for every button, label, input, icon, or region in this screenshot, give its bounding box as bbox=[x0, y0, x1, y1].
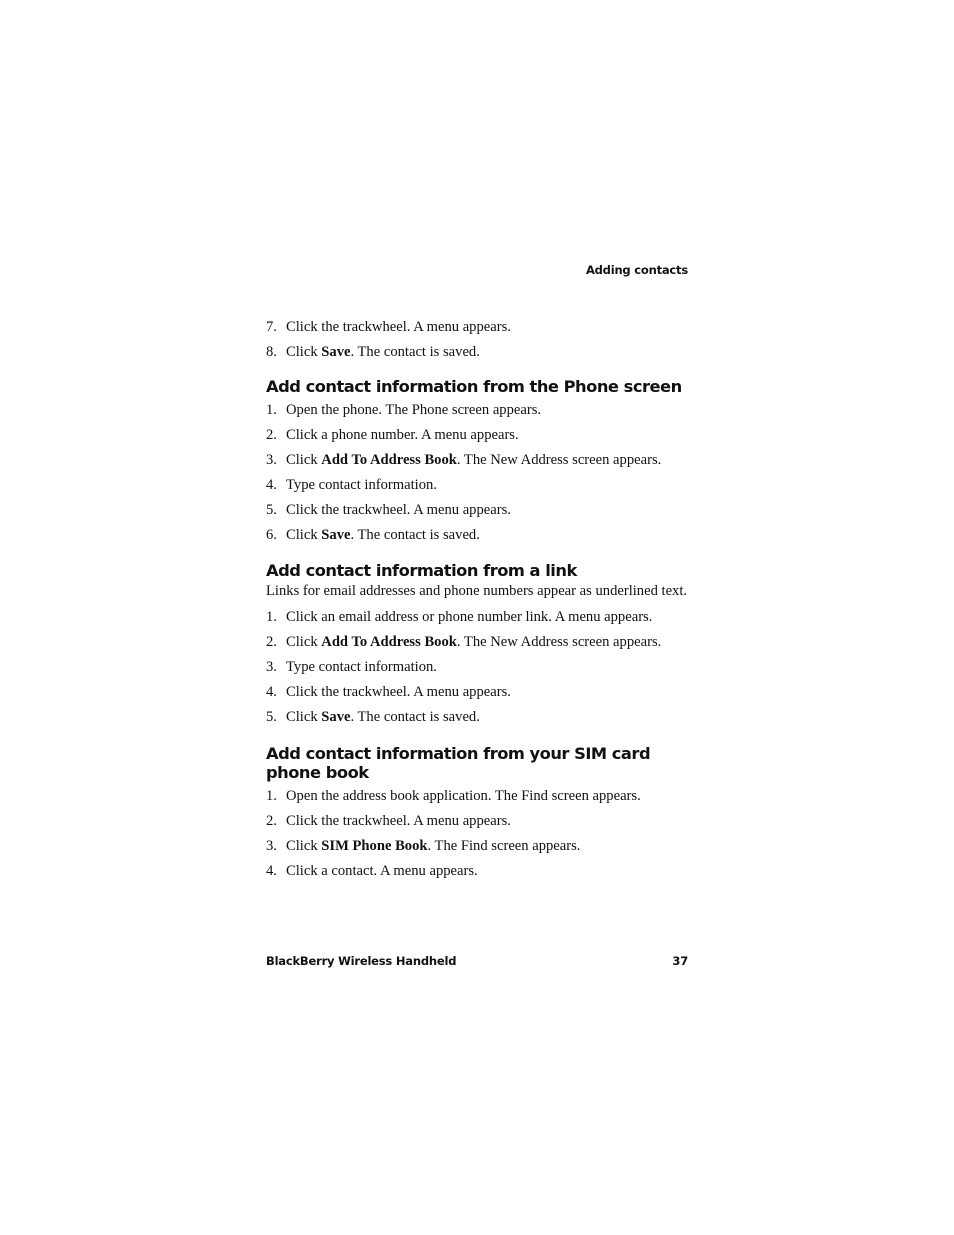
section-heading-link: Add contact information from a link bbox=[266, 561, 577, 580]
list-item: 5. Click the trackwheel. A menu appears. bbox=[266, 502, 511, 518]
footer-book-title: BlackBerry Wireless Handheld bbox=[266, 954, 457, 968]
section-heading-phone-screen: Add contact information from the Phone screen bbox=[266, 377, 682, 396]
list-item: 1. Open the phone. The Phone screen appears. bbox=[266, 402, 542, 418]
list-item: 3. Click SIM Phone Book. The Find screen appears. bbox=[266, 838, 581, 854]
list-item: 4. Click the trackwheel. A menu appears. bbox=[266, 684, 511, 700]
page-number: 37 bbox=[672, 954, 688, 968]
section-intro-link: Links for email addresses and phone numbers appear as underlined text. bbox=[266, 583, 688, 599]
list-item: 3. Click Add To Address Book. The New Address screen appears. bbox=[266, 452, 662, 468]
steps-list-sim-card bbox=[266, 786, 688, 886]
list-item: 2. Click Add To Address Book. The New Address screen appears. bbox=[266, 634, 662, 650]
steps-list-phone-screen bbox=[266, 400, 688, 550]
steps-list-link bbox=[266, 607, 688, 732]
list-item: 1. Open the address book application. The Find screen appears. bbox=[266, 788, 641, 804]
list-item: 6. Click Save. The contact is saved. bbox=[266, 527, 480, 543]
list-item: 4. Click a contact. A menu appears. bbox=[266, 863, 478, 879]
list-item: 7. Click the trackwheel. A menu appears. bbox=[266, 319, 511, 335]
running-header: Adding contacts bbox=[585, 263, 688, 277]
list-item: 1. Click an email address or phone number link. A menu appears. bbox=[266, 609, 653, 625]
page-content bbox=[266, 317, 688, 886]
list-item: 5. Click Save. The contact is saved. bbox=[266, 709, 480, 725]
list-item: 2. Click the trackwheel. A menu appears. bbox=[266, 813, 511, 829]
list-item: 2. Click a phone number. A menu appears. bbox=[266, 427, 519, 443]
list-item: 4. Type contact information. bbox=[266, 477, 437, 493]
section-heading-sim-card: Add contact information from your SIM card phone book bbox=[266, 744, 651, 782]
list-item: 3. Type contact information. bbox=[266, 659, 437, 675]
list-item: 8. Click Save. The contact is saved. bbox=[266, 344, 480, 360]
